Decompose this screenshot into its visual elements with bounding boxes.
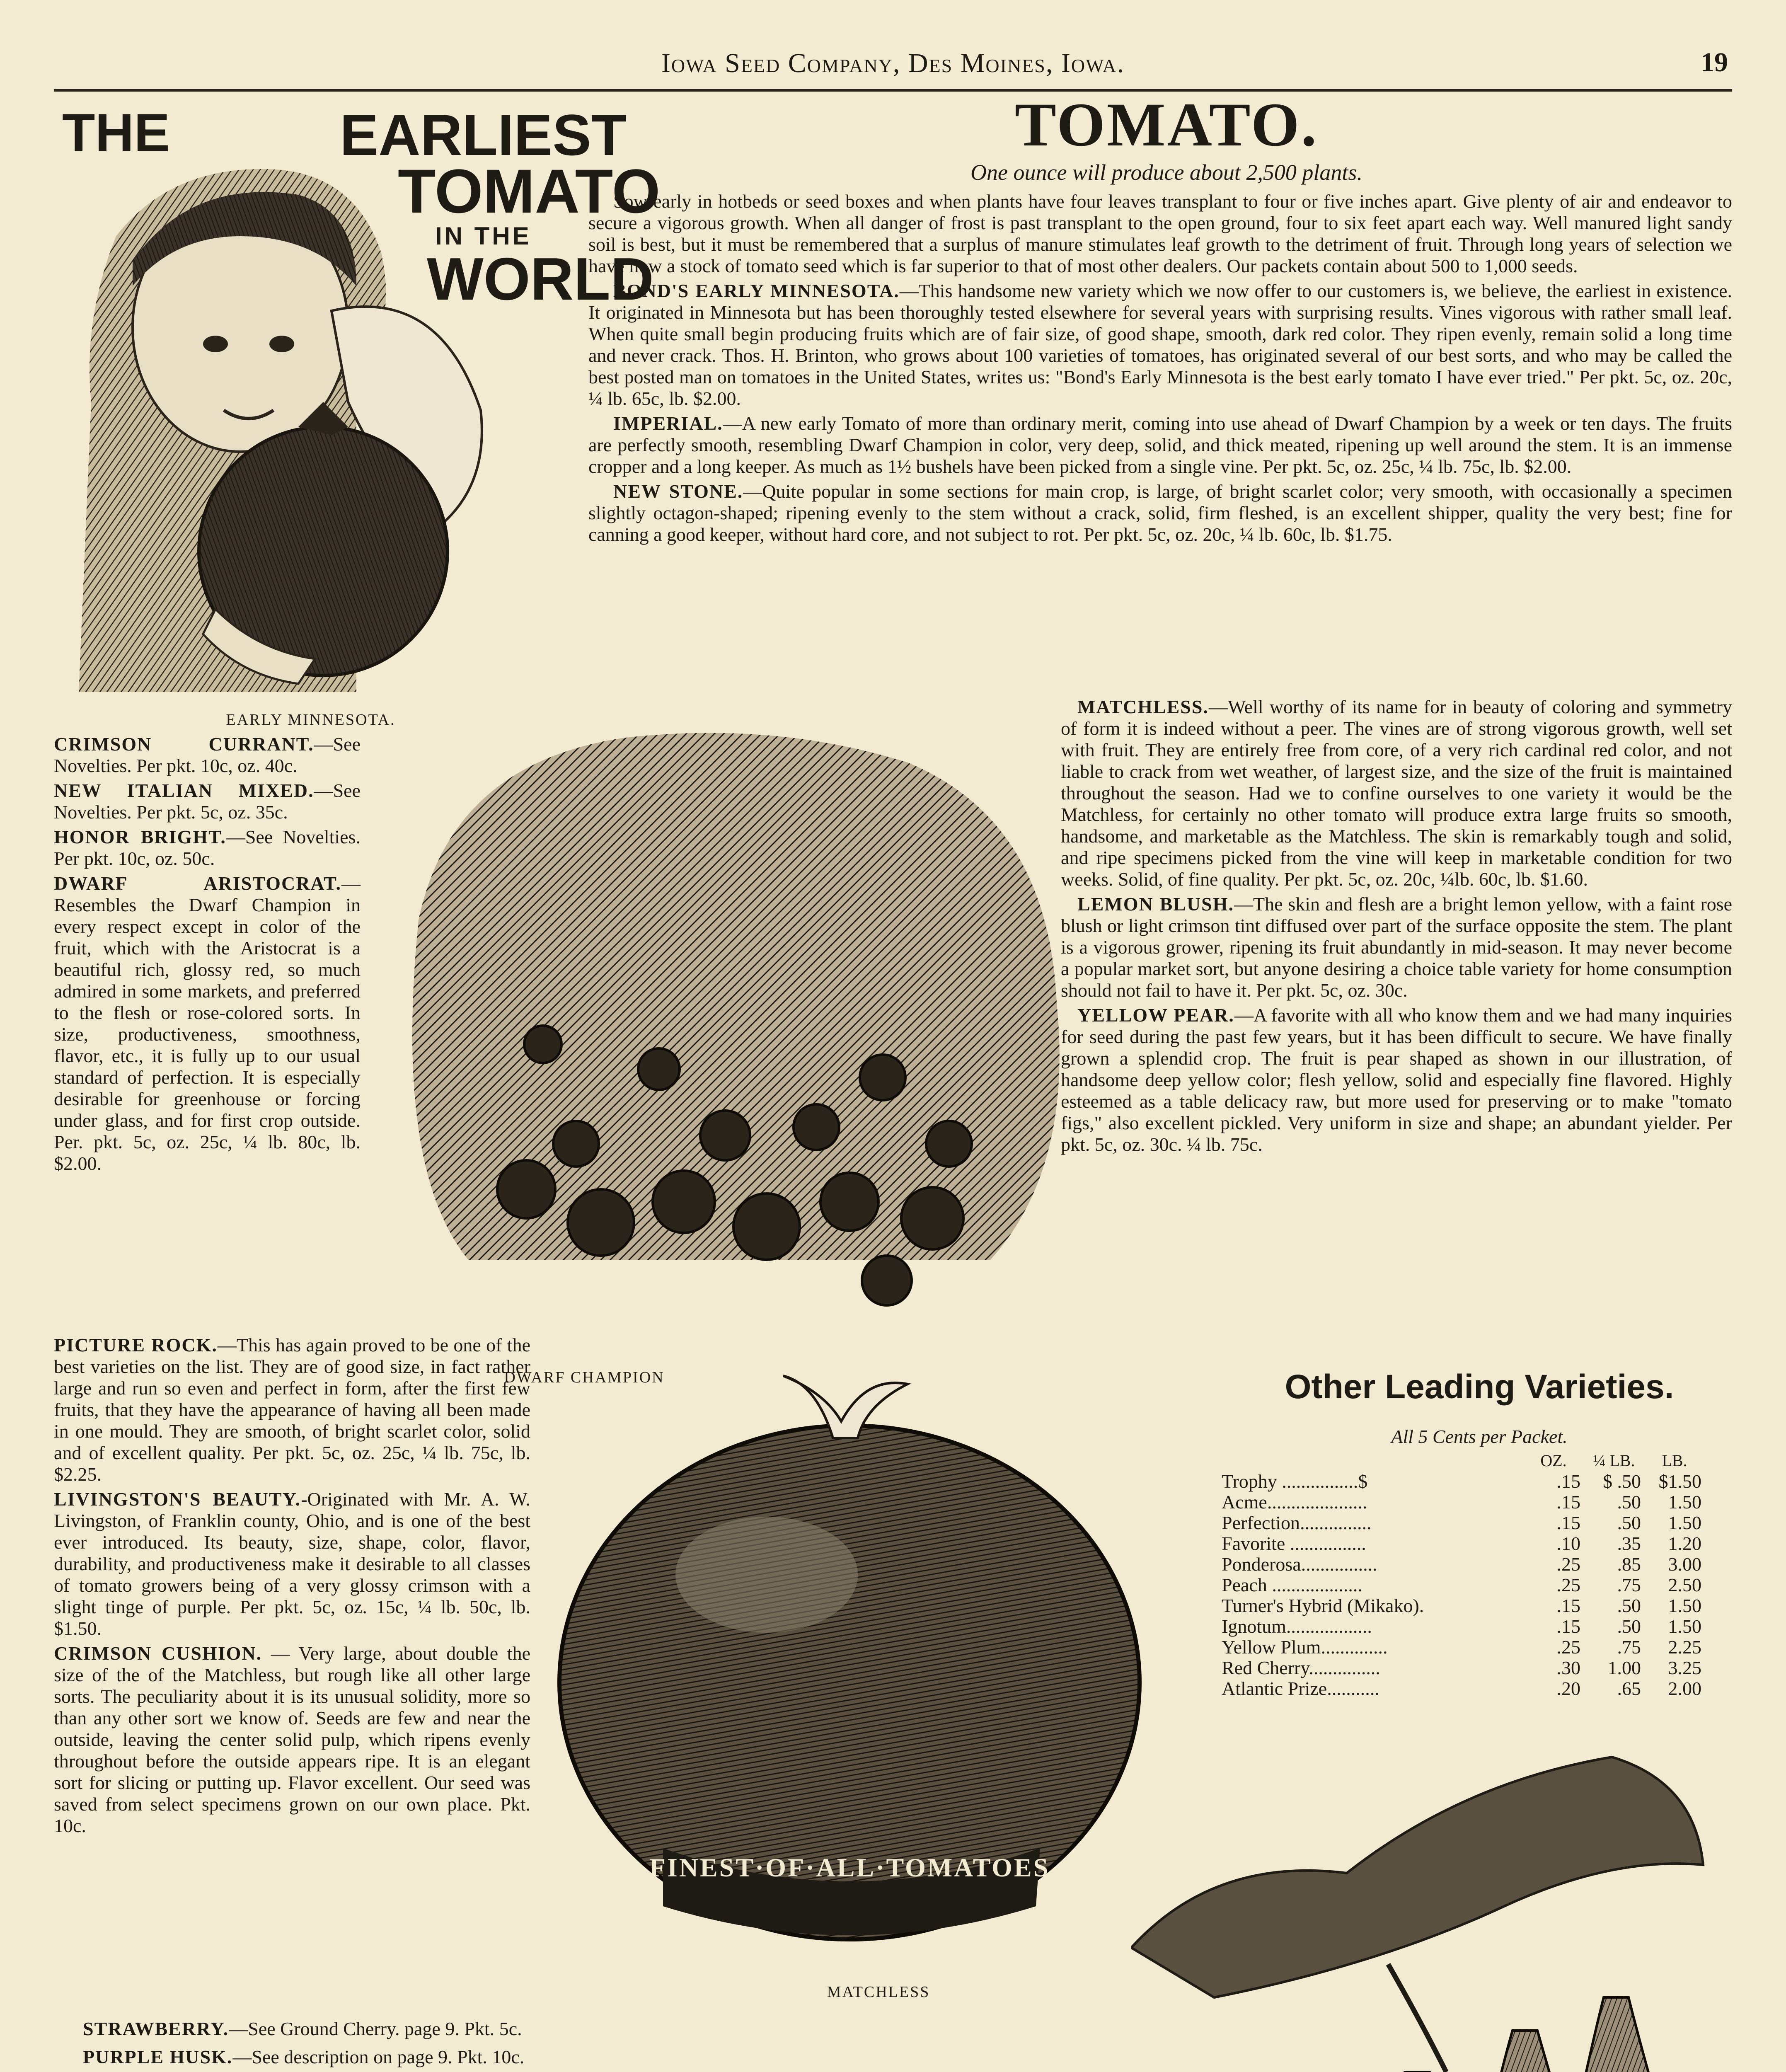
variety-text: —See Novelties. Per pkt. 10c, oz. 40c. (54, 733, 361, 776)
variety-paragraph (1061, 893, 1732, 1001)
variety-text: —See Novelties. Per pkt. 5c, oz. 35c. (54, 780, 361, 823)
hero-line-5: WORLD (427, 245, 654, 312)
price-cell: .25 (1556, 1574, 1580, 1595)
price-note: All 5 Cents per Packet. (1391, 1426, 1568, 1447)
variety-text: —The skin and flesh are a bright lemon yellow, with a faint rose blush or light crimson tint diffused over part of the surface opposite the stem. The plant is a vigorous grower, ripening its fruit abundantly in mid-season. It may never become a popular market sort, but anyone desiring a choice table variety for home consumption should not fail to have it. Per pkt. 5c, oz. 30c. (1061, 893, 1733, 1001)
table-row (1218, 1575, 1705, 1595)
price-cell: .20 (1556, 1678, 1580, 1699)
dwarf-champion-caption: DWARF CHAMPION (504, 1369, 665, 1386)
running-head: Iowa Seed Company, Des Moines, Iowa. (661, 48, 1125, 78)
variety-name: YELLOW PEAR. (1077, 1005, 1234, 1026)
variety-paragraph (588, 413, 1732, 477)
variety-name: PURPLE HUSK. (83, 2046, 233, 2067)
header-cell: OZ. (1540, 1451, 1567, 1470)
intro-paragraph: Sow early in hotbeds or seed boxes and when plants have four leaves transplant to four or five inches apart. Give plenty of air and endeavor to secure a vigorous growth. When all danger of frost is past transplant to the open ground, four to six feet apart each way. Well manured light sandy soil is best, but it must be remembered that a surplus of manure stimulates leaf growth to the detriment of fruit. Through long years of selection we have now a stock of tomato seed which is far superior to that of most other dealers. Our packets contain about 500 to 1,000 seeds. (588, 191, 1732, 276)
variety-text: —A new early Tomato of more than ordinary merit, coming into use ahead of Dwarf Champion by a week or ten days. The fruits are perfectly smooth, resembling Dwarf Champion in color, very deep, solid, and thick meated, ripening up well around the stem. It is an immense cropper and a long keeper. As much as 1½ bushels have been picked from a single vine. Per pkt. 5c, oz. 25c, ¼ lb. 75c, lb. $2.00. (588, 413, 1732, 477)
page-header (54, 39, 1732, 92)
price-cell: 1.50 (1668, 1595, 1701, 1616)
price-cell: 3.00 (1668, 1554, 1701, 1575)
variety-text: —Resembles the Dwarf Champion in every respect except in color of the fruit, which with the Aristocrat is a beautiful rich, glossy red, so much admired in some markets, and preferred to the flesh or rose-colored sorts. In size, productiveness, smoothness, flavor, etc., it is fully up to our usual standard of perfection. It is especially desirable for greenhouse or forcing under glass, and for first crop outside. Per. pkt. 5c, oz. 25c, ¼ lb. 80c, lb. $2.00. (54, 873, 361, 1174)
variety-cell: Favorite ................ (1222, 1533, 1366, 1554)
variety-name: PICTURE ROCK. (54, 1334, 218, 1356)
left-column-lower (54, 1334, 530, 1837)
price-cell: .35 (1617, 1533, 1641, 1554)
price-cell: .50 (1617, 1616, 1641, 1637)
variety-paragraph (54, 826, 361, 869)
variety-text: —Quite popular in some sections for main crop, is large, of bright scarlet color; very smooth, with occasionally a specimen slightly octagon-shaped; ripening evenly to the stem without a crack, solid, firm fleshed, is an excellent shipper, quality the very best; fine for canning a good keeper, without hard core, and not subject to rot. Per pkt. 5c, oz. 20c, ¼ lb. 60c, lb. $1.75. (588, 481, 1733, 545)
hero-line-1: THE (62, 102, 170, 163)
table-row (1218, 1678, 1705, 1699)
price-cell: .25 (1556, 1554, 1580, 1575)
variety-name: STRAWBERRY. (83, 2018, 229, 2039)
variety-text: —See description on page 9. Pkt. 10c. (232, 2046, 525, 2067)
matchless-engraving (526, 1368, 1173, 1977)
variety-name: LIVINGSTON'S BEAUTY. (54, 1489, 301, 1510)
variety-text: —This handsome new variety which we now offer to our customers is, we believe, the earliest in existence. It originated in Minnesota but has been thoroughly tested elsewhere for several years with surprising results. Vines vigorous with rather small leaf. When quite small begin producing fruits which are of fair size, of good shape, smooth, dark red color. They ripen evenly, remain solid a long time and never crack. Thos. H. Brinton, who grows about 100 varieties of tomatoes, has originated several of our best sorts, and who may be called the best posted man on tomatoes in the United States, writes us: "Bond's Early Minnesota is the best early tomato I have ever tried." Per pkt. 5c, oz. 20c, ¼ lb. 65c, lb. $2.00. (588, 280, 1732, 409)
variety-name: BOND'S EARLY MINNESOTA. (613, 280, 900, 301)
price-table-wrap (1218, 1450, 1732, 1699)
price-table-header (1218, 1450, 1705, 1471)
page-subtitle: One ounce will produce about 2,500 plants. (970, 160, 1362, 185)
price-cell: .65 (1617, 1678, 1641, 1699)
variety-name: NEW STONE. (613, 481, 743, 502)
table-row (1218, 1616, 1705, 1637)
girl-tomato-illustration (66, 112, 555, 704)
table-row (1218, 1554, 1705, 1575)
variety-text: —A favorite with all who know them and we had many inquiries for seed during the past few years, but it has been difficult to secure. We have finally grown a splendid crop. The fruit is pear shaped as shown in our illustration, of handsome deep yellow color; flesh yellow, solid and especially fine flavored. Highly esteemed as a table delicacy raw, but more used for preserving or to make "tomato figs," also excellent pickled. Very uniform in size and shape; an abundant yielder. Per pkt. 5c, oz. 30c. ¼ lb. 75c. (1061, 1005, 1732, 1155)
variety-name: CRIMSON CURRANT. (54, 733, 314, 755)
variety-name: MATCHLESS. (1077, 696, 1209, 717)
variety-name: IMPERIAL. (613, 413, 723, 434)
variety-paragraph (54, 733, 361, 777)
variety-text: —This has again proved to be one of the best varieties on the list. They are of good size, in fact rather large and run so even and perfect in form, after the first few fruits, that they have the appearance of having all been made in one mould. They are smooth, of bright scarlet color, solid and of excellent quality. Per pkt. 5c, oz. 25c, ¼ lb. 75c, lb. $2.25. (54, 1334, 530, 1485)
matchless-caption: MATCHLESS (827, 1983, 930, 2001)
price-cell: .15 (1556, 1512, 1580, 1533)
variety-paragraph (54, 1643, 530, 1837)
price-cell: .15 (1556, 1471, 1580, 1492)
variety-paragraph (588, 280, 1732, 409)
table-row (1218, 1492, 1705, 1513)
price-cell: .25 (1556, 1636, 1580, 1658)
variety-text: — Very large, about double the size of the of the Matchless, but rough like all other large sorts. The peculiarity about it is its unusual solidity, more so than any other sort we know of. Seeds are few and near the outside, leaving the center solid pulp, which ripens evenly throughout before the outside appears ripe. It is an elegant sort for slicing or putting up. Flavor excellent. Our seed was saved from select specimens grown on our own place. Pkt. 10c. (54, 1643, 531, 1836)
variety-paragraph (54, 1489, 530, 1639)
variety-name: CRIMSON CUSHION. (54, 1643, 262, 1664)
variety-cell: Trophy ................$ (1222, 1471, 1368, 1492)
variety-cell: Red Cherry............... (1222, 1657, 1380, 1678)
price-cell: 2.00 (1668, 1678, 1701, 1699)
other-varieties-title: Other Leading Varieties. (1285, 1368, 1674, 1406)
price-cell: .30 (1556, 1657, 1580, 1678)
price-cell: 1.50 (1668, 1491, 1701, 1513)
hero-line-3: TOMATO (398, 156, 661, 226)
header-cell (1218, 1450, 1523, 1471)
table-row (1218, 1513, 1705, 1533)
price-cell: 1.00 (1607, 1657, 1641, 1678)
price-cell: .75 (1617, 1636, 1641, 1658)
price-cell: .50 (1617, 1595, 1641, 1616)
table-row (1218, 1595, 1705, 1616)
variety-paragraph (83, 2018, 1243, 2040)
price-cell: .15 (1556, 1491, 1580, 1513)
variety-text: —See Novelties. Per pkt. 10c, oz. 50c. (54, 826, 361, 869)
variety-text: —See Ground Cherry. page 9. Pkt. 5c. (229, 2018, 522, 2039)
variety-paragraph (54, 780, 361, 823)
price-cell: $ .50 (1603, 1471, 1641, 1492)
early-minnesota-caption: EARLY MINNESOTA. (226, 711, 396, 729)
variety-paragraph (54, 873, 361, 1174)
price-cell: .15 (1556, 1616, 1580, 1637)
variety-name: LEMON BLUSH. (1077, 893, 1234, 915)
intro-section (588, 191, 1732, 545)
price-cell: .50 (1617, 1491, 1641, 1513)
price-cell: 1.20 (1668, 1533, 1701, 1554)
variety-name: NEW ITALIAN MIXED. (54, 780, 314, 801)
variety-cell: Ignotum.................. (1222, 1616, 1372, 1637)
price-cell: 3.25 (1668, 1657, 1701, 1678)
price-cell: .75 (1617, 1574, 1641, 1595)
dwarf-champion-illustration (369, 713, 1090, 1322)
table-row (1218, 1637, 1705, 1658)
variety-name: HONOR BRIGHT. (54, 826, 226, 847)
table-row (1218, 1471, 1705, 1492)
yellow-pear-engraving (1131, 1732, 1720, 2072)
page-title: TOMATO. (1014, 90, 1319, 159)
price-cell: 1.50 (1668, 1616, 1701, 1637)
price-cell: 2.25 (1668, 1636, 1701, 1658)
page-number: 19 (1701, 47, 1728, 77)
variety-cell: Ponderosa................ (1222, 1554, 1377, 1575)
variety-cell: Atlantic Prize........... (1222, 1678, 1379, 1699)
price-cell: 2.50 (1668, 1574, 1701, 1595)
variety-cell: Yellow Plum.............. (1222, 1636, 1388, 1658)
variety-paragraph (1061, 696, 1732, 890)
variety-cell: Perfection............... (1222, 1512, 1372, 1533)
matchless-tomato-illustration (526, 1368, 1173, 1977)
price-cell: .50 (1617, 1512, 1641, 1533)
dwarf-champion-engraving (369, 713, 1090, 1322)
variety-paragraph (54, 1334, 530, 1485)
left-column (54, 733, 361, 1174)
hero-line-2: EARLIEST (340, 102, 627, 167)
variety-paragraph (83, 2046, 1243, 2068)
variety-text: —Well worthy of its name for in beauty of coloring and symmetry of form it is indeed without a peer. The vines are of strong vigorous growth, well set with fruit. They are entirely free from core, of a very rich cardinal red color, and not liable to crack from wet weather, of largest size, and the size of the fruit is maintained throughout the season. Had we to confine ourselves to one variety it would be the Matchless, for certainly no other tomato will produce extra large fruits so smooth, handsome, and marketable as the Matchless. The skin is remarkably tough and solid, and ripe specimens picked from the vine will keep in marketable condition for two weeks. Solid, of fine quality. Per pkt. 5c, oz. 20c, ¼lb. 60c, lb. $1.60. (1061, 696, 1732, 890)
variety-cell: Acme..................... (1222, 1491, 1367, 1513)
variety-cell: Turner's Hybrid (Mikako). (1222, 1595, 1424, 1616)
table-row (1218, 1533, 1705, 1554)
price-cell: $1.50 (1658, 1471, 1701, 1492)
header-cell: ¼ LB. (1593, 1451, 1635, 1470)
variety-paragraph (1061, 1005, 1732, 1155)
bottom-lines (58, 2018, 1243, 2072)
header-cell: LB. (1662, 1451, 1687, 1470)
table-row (1218, 1658, 1705, 1678)
price-cell: .15 (1556, 1595, 1580, 1616)
variety-name: DWARF ARISTOCRAT. (54, 873, 341, 894)
price-cell: .85 (1617, 1554, 1641, 1575)
price-cell: 1.50 (1668, 1512, 1701, 1533)
yellow-pear-illustration (1131, 1732, 1720, 2072)
price-table (1218, 1450, 1705, 1699)
variety-text: -Originated with Mr. A. W. Livingston, of Franklin county, Ohio, and is one of the best ever introduced. Its beauty, size, shape, color, flavor, durability, and productiveness make it desirable to all classes of tomato growers being of a very glossy crimson with a slight tinge of purple. Per pkt. 5c, oz. 15c, ¼ lb. 50c, lb. $1.50. (54, 1489, 531, 1639)
matchless-band-text: FINEST·OF·ALL·TOMATOES (649, 1853, 1050, 1882)
variety-paragraph (588, 481, 1732, 545)
variety-cell: Peach ................... (1222, 1574, 1362, 1595)
hero-line-4: IN THE (435, 222, 532, 250)
early-minnesota-engraving (66, 112, 555, 704)
right-column (1061, 696, 1732, 1155)
price-cell: .10 (1556, 1533, 1580, 1554)
